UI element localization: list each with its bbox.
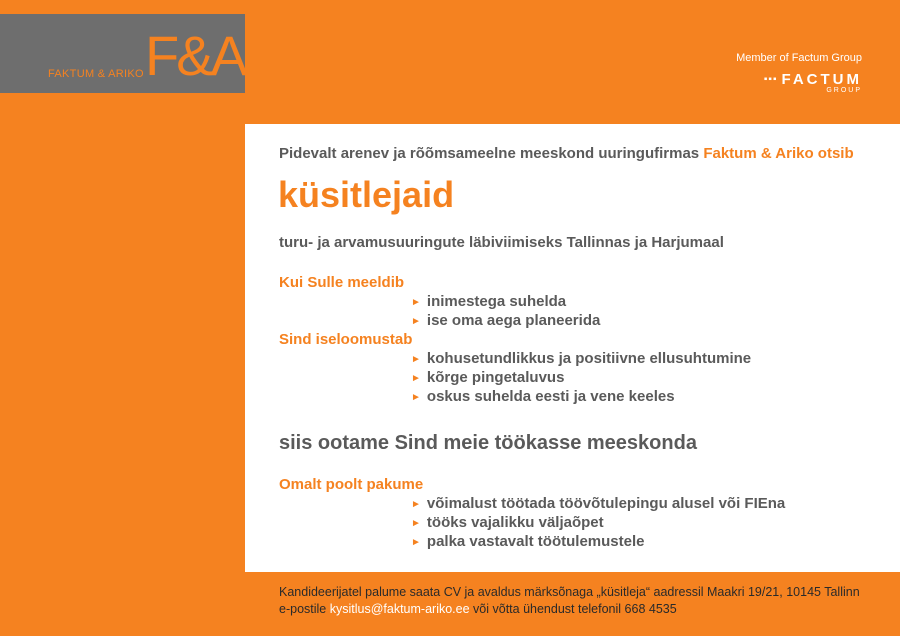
company-logo <box>0 14 245 93</box>
footer-line-2-prefix: e-postile <box>279 602 327 616</box>
footer-line-1: Kandideerijatel palume saata CV ja avaldus märksõnaga „küsitleja“ aadressil Maakri 19/21, 10145 Tallinn <box>279 585 860 599</box>
list-item-text: inimestega suhelda <box>426 293 567 310</box>
section-title-offer: Omalt poolt pakume <box>279 476 424 493</box>
logo-company-text: FAKTUM & ARIKO <box>48 68 144 80</box>
list-item <box>411 312 600 329</box>
list-item <box>411 350 751 367</box>
list-item-text: ise oma aega planeerida <box>426 312 601 329</box>
factum-logo-sub: GROUP <box>826 87 862 94</box>
job-ad-panel <box>245 124 900 572</box>
member-of-group-text: Member of Factum Group <box>736 52 862 64</box>
list-item <box>411 293 566 310</box>
list-item-text: kohusetundlikkus ja positiivne ellusuhtumine <box>426 350 752 367</box>
bullet-arrow-icon: ► <box>411 316 421 327</box>
footer-line-2-suffix: või võtta ühendust telefonil 668 4535 <box>473 602 677 616</box>
bullet-arrow-icon: ► <box>411 537 421 548</box>
subheadline: turu- ja arvamusuuringute läbiviimiseks Tallinnas ja Harjumaal <box>279 234 724 251</box>
bullet-arrow-icon: ► <box>411 499 421 510</box>
list-item-text: oskus suhelda eesti ja vene keeles <box>426 388 675 405</box>
email-link[interactable]: kysitlus@faktum-ariko.ee <box>329 602 470 616</box>
factum-logo-name: FACTUM <box>781 71 862 88</box>
bullet-arrow-icon: ► <box>411 392 421 403</box>
factum-logo-dots-icon: ▪▪▪ <box>763 74 778 86</box>
list-item <box>411 514 604 531</box>
bullet-arrow-icon: ► <box>411 518 421 529</box>
footer-line-2 <box>279 601 860 618</box>
factum-group-logo <box>764 72 862 87</box>
logo-mark: F&A <box>145 24 245 87</box>
intro-highlight: Faktum & Ariko otsib <box>703 145 854 162</box>
section-title-traits: Sind iseloomustab <box>279 331 413 348</box>
list-item-text: palka vastavalt töötulemustele <box>426 533 645 550</box>
intro-text <box>279 145 854 162</box>
list-item <box>411 495 785 512</box>
call-to-action: siis ootame Sind meie töökasse meeskonda <box>279 432 697 454</box>
bullet-arrow-icon: ► <box>411 297 421 308</box>
list-item-text: võimalust töötada töövõtulepingu alusel või FIEna <box>426 495 786 512</box>
list-item-text: kõrge pingetaluvus <box>426 369 565 386</box>
list-item-text: tööks vajalikku väljaõpet <box>426 514 604 531</box>
bullet-arrow-icon: ► <box>411 373 421 384</box>
list-item <box>411 533 645 550</box>
headline: küsitlejaid <box>278 174 455 215</box>
list-item <box>411 369 564 386</box>
bullet-arrow-icon: ► <box>411 354 421 365</box>
contact-footer <box>279 584 860 618</box>
section-title-likes: Kui Sulle meeldib <box>279 274 405 291</box>
intro-prefix: Pidevalt arenev ja rõõmsameelne meeskond uuringufirmas <box>279 145 700 162</box>
list-item <box>411 388 675 405</box>
